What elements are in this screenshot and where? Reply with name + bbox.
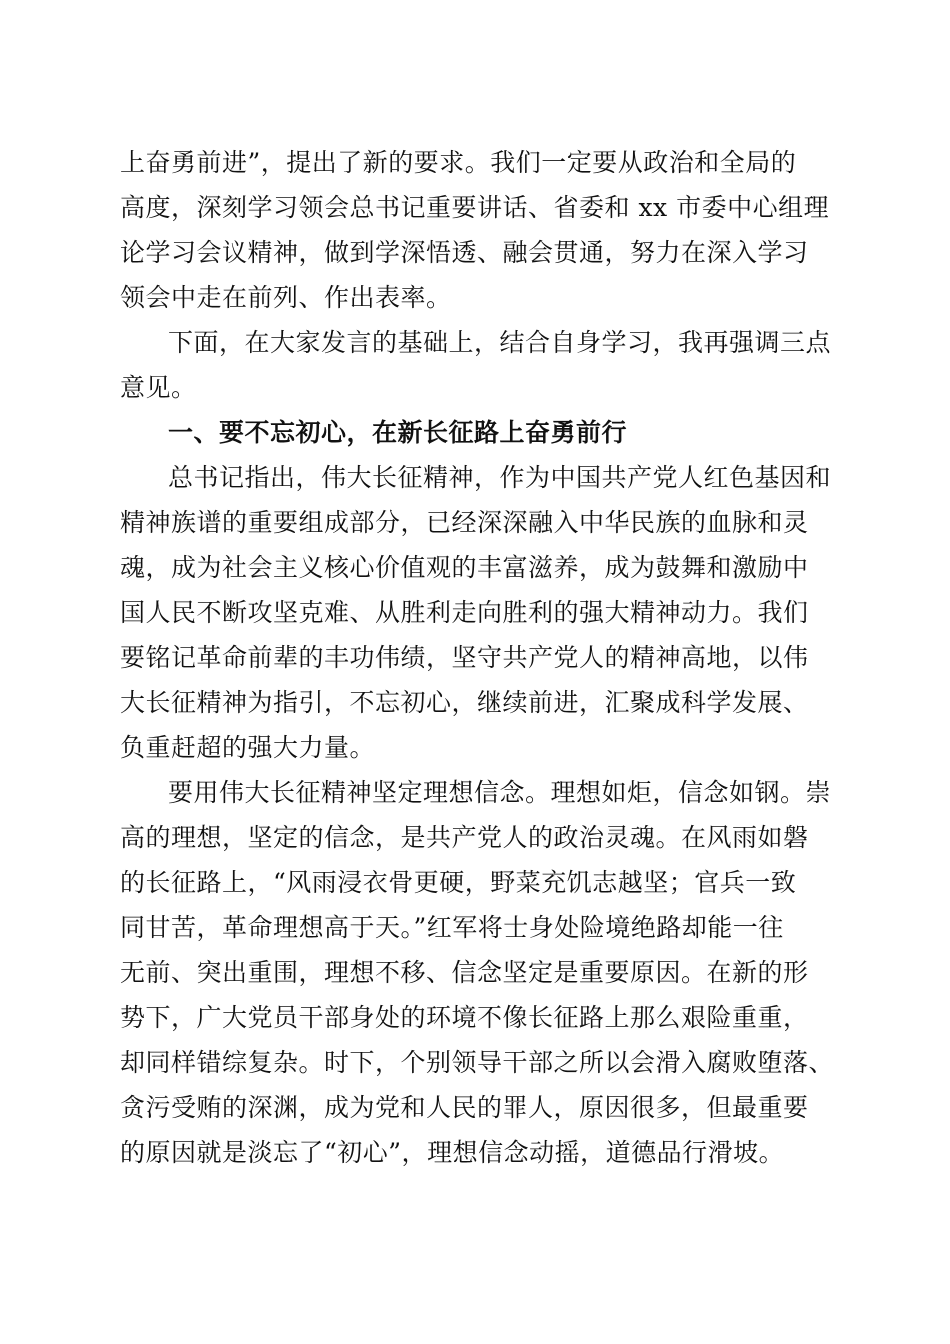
text-line: 国人民不断攻坚克难、从胜利走向胜利的强大精神动力。我们 [120,598,809,627]
text-line: 要用伟大长征精神坚定理想信念。理想如炬，信念如钢。崇 [168,778,832,807]
text-line: 下面，在大家发言的基础上，结合自身学习，我再强调三点 [168,328,832,357]
text-line: 高的理想，坚定的信念，是共产党人的政治灵魂。在风雨如磐 [120,823,809,852]
text-line: 魂，成为社会主义核心价值观的丰富滋养，成为鼓舞和激励中 [120,553,809,582]
text-line: 贪污受贿的深渊，成为党和人民的罪人，原因很多，但最重要 [120,1093,809,1122]
section-heading: 一、要不忘初心，在新长征路上奋勇前行 [168,418,628,447]
text-line: 总书记指出，伟大长征精神，作为中国共产党人红色基因和 [168,463,832,492]
text-line: 势下，广大党员干部身处的环境不像长征路上那么艰险重重， [120,1003,809,1032]
text-line: 上奋勇前进”，提出了新的要求。我们一定要从政治和全局的 [120,148,797,177]
text-line: 意见。 [120,373,197,402]
text-line: 论学习会议精神，做到学深悟透、融会贯通，努力在深入学习 [120,238,809,267]
text-line: 的原因就是淡忘了“初心”，理想信念动摇，道德品行滑坡。 [120,1138,785,1167]
text-line: 无前、突出重围，理想不移、信念坚定是重要原因。在新的形 [120,958,809,987]
text-line: 的长征路上，“风雨浸衣骨更硬，野菜充饥志越坚；官兵一致 [120,868,797,897]
text-line: 负重赶超的强大力量。 [120,733,376,762]
text-line: 同甘苦，革命理想高于天。”红军将士身处险境绝路却能一往 [120,913,784,942]
text-line: 大长征精神为指引，不忘初心，继续前进，汇聚成科学发展、 [120,688,809,717]
text-line: 要铭记革命前辈的丰功伟绩，坚守共产党人的精神高地，以伟 [120,643,809,672]
document-body [120,140,840,1175]
text-line: 精神族谱的重要组成部分，已经深深融入中华民族的血脉和灵 [120,508,809,537]
text-line: 却同样错综复杂。时下，个别领导干部之所以会滑入腐败堕落、 [120,1048,835,1077]
text-line: 高度，深刻学习领会总书记重要讲话、省委和 xx 市委中心组理 [120,193,830,222]
text-line: 领会中走在前列、作出表率。 [120,283,452,312]
